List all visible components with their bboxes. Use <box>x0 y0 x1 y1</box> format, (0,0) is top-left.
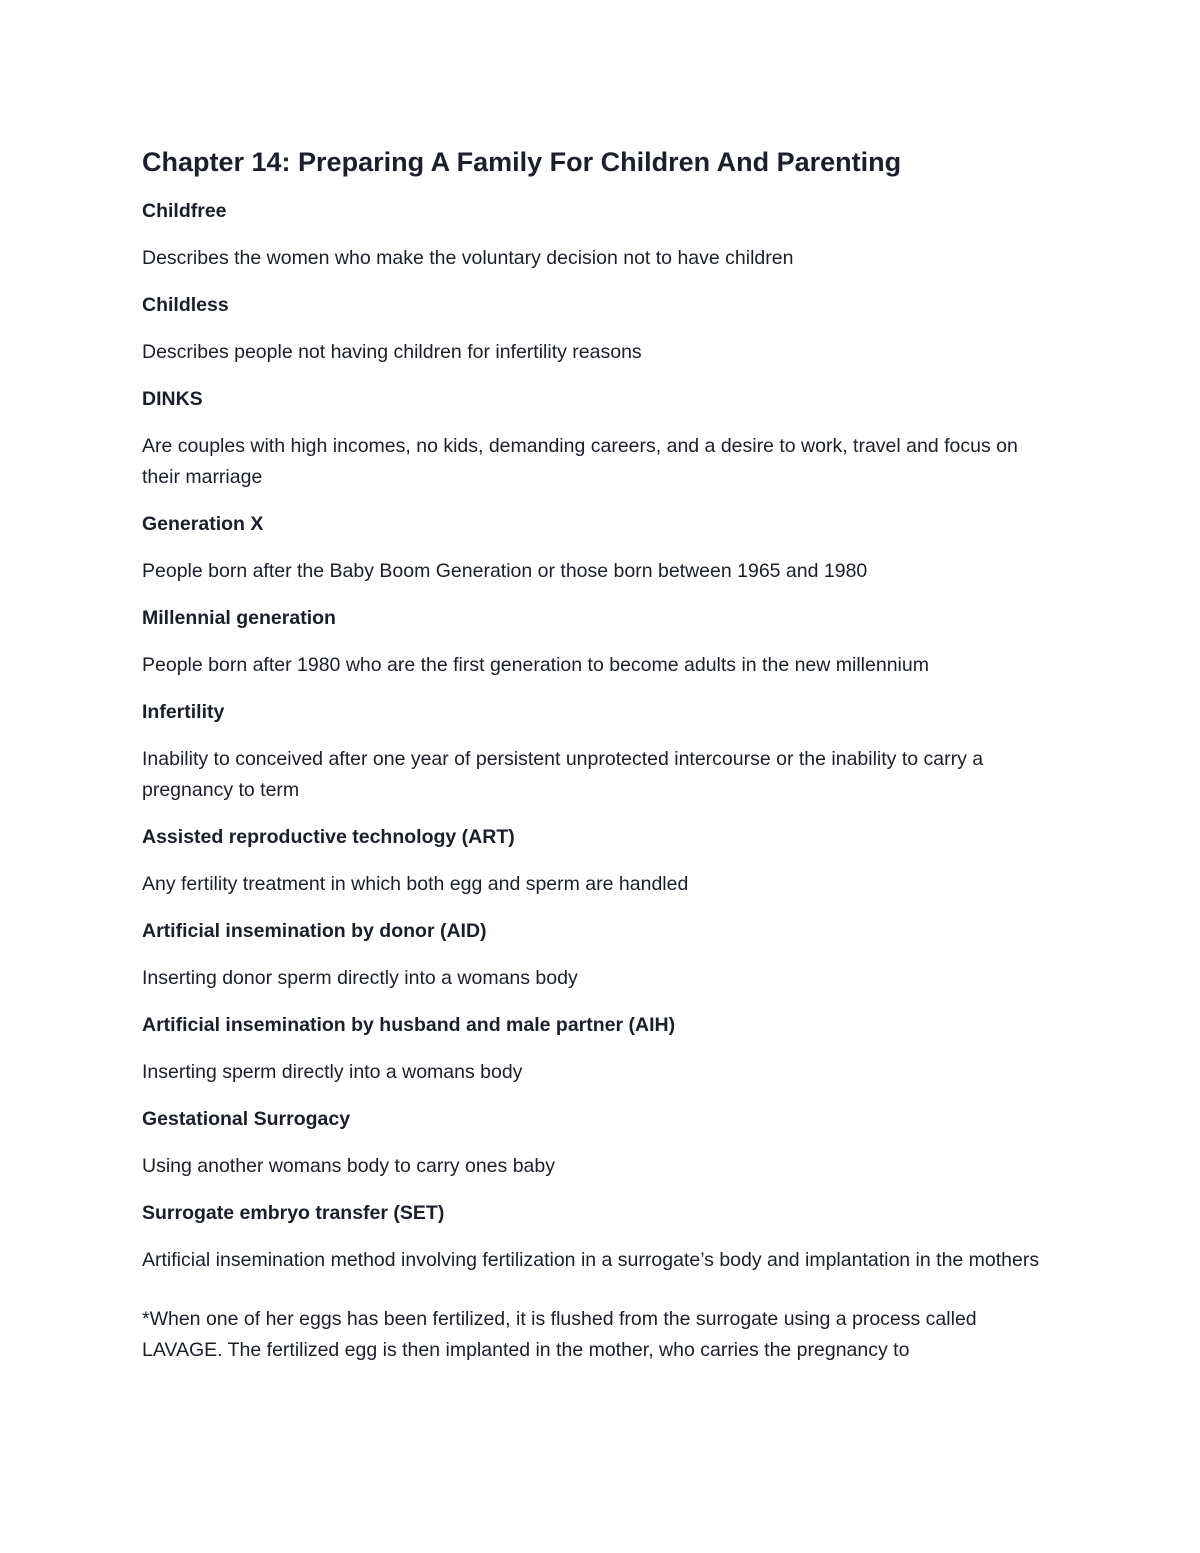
term-set: Surrogate embryo transfer (SET) <box>142 1202 445 1224</box>
definition-set: Artificial insemination method involving fertilization in a surrogate’s body and implantation in the mothers <box>142 1249 1040 1271</box>
term-aid: Artificial insemination by donor (AID) <box>142 920 487 942</box>
term-art: Assisted reproductive technology (ART) <box>142 826 515 848</box>
term-dinks: DINKS <box>142 388 203 410</box>
page-title: Chapter 14: Preparing A Family For Children And Parenting <box>142 147 902 177</box>
definition-dinks: Are couples with high incomes, no kids, demanding careers, and a desire to work, travel and focus on their marriage <box>142 435 1018 488</box>
definition-millennial-generation: People born after 1980 who are the first generation to become adults in the new millennium <box>142 654 929 676</box>
definition-generation-x: People born after the Baby Boom Generation or those born between 1965 and 1980 <box>142 560 868 582</box>
term-millennial-generation: Millennial generation <box>142 607 336 629</box>
term-childless: Childless <box>142 294 229 316</box>
document-content <box>142 142 1052 1366</box>
definition-aid: Inserting donor sperm directly into a womans body <box>142 967 578 989</box>
term-infertility: Infertility <box>142 701 225 723</box>
definition-childless: Describes people not having children for infertility reasons <box>142 341 642 363</box>
lavage-note: *When one of her eggs has been fertilized, it is flushed from the surrogate using a process called LAVAGE. The fertilized egg is then implanted in the mother, who carries the pregnancy to <box>142 1308 977 1361</box>
definition-gestational-surrogacy: Using another womans body to carry ones baby <box>142 1155 555 1177</box>
definition-art: Any fertility treatment in which both egg and sperm are handled <box>142 873 689 895</box>
definition-aih: Inserting sperm directly into a womans body <box>142 1061 523 1083</box>
term-childfree: Childfree <box>142 200 227 222</box>
term-aih: Artificial insemination by husband and male partner (AIH) <box>142 1014 676 1036</box>
term-gestational-surrogacy: Gestational Surrogacy <box>142 1108 351 1130</box>
term-generation-x: Generation X <box>142 513 264 535</box>
definition-infertility: Inability to conceived after one year of persistent unprotected intercourse or the inability to carry a pregnancy to term <box>142 748 984 801</box>
definition-childfree: Describes the women who make the voluntary decision not to have children <box>142 247 794 269</box>
